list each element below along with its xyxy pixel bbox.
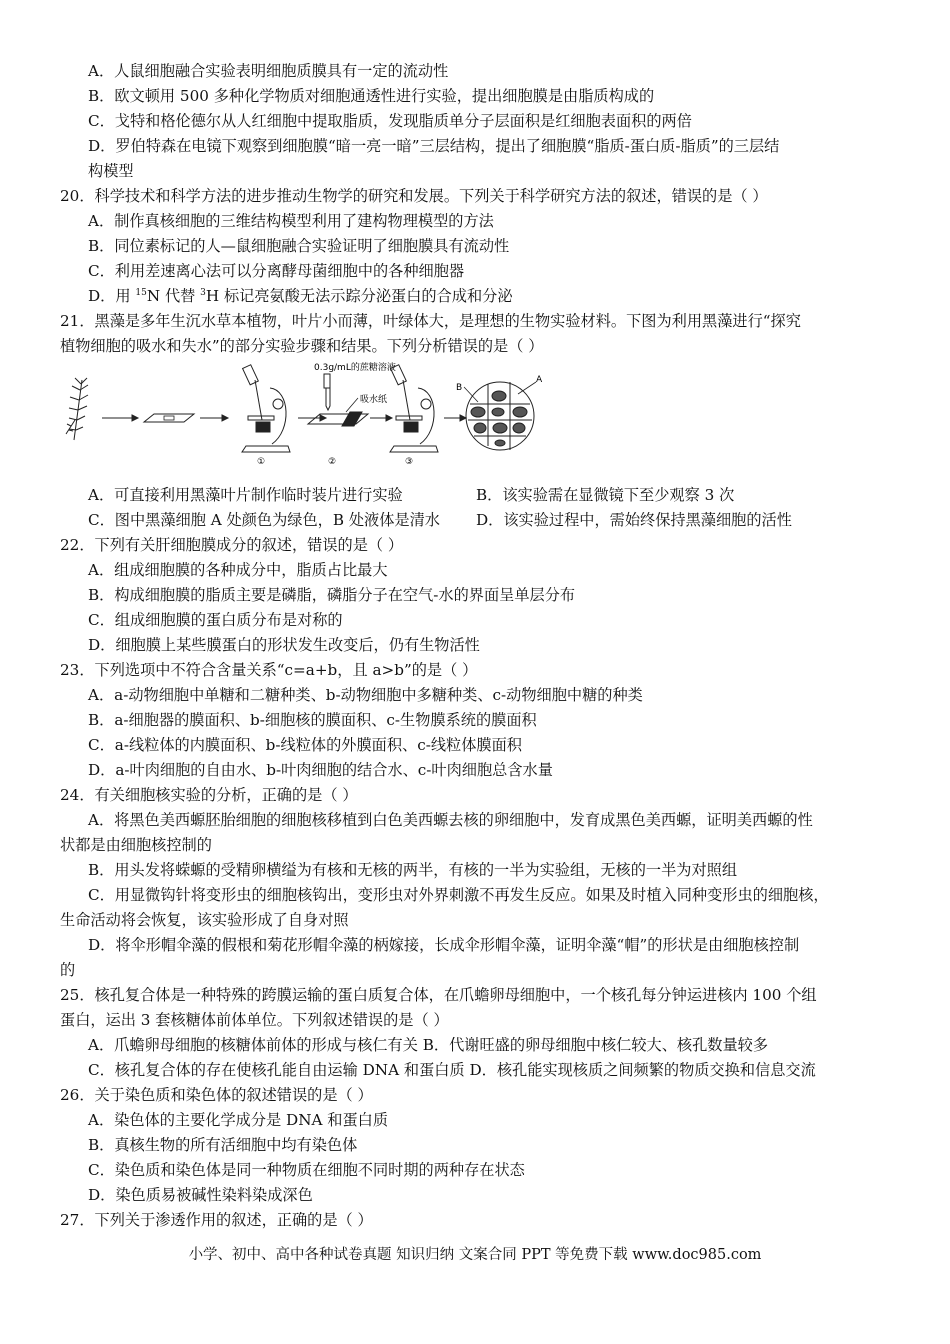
fig-pointer-b: [464, 387, 478, 402]
q22-option-a: A．组成细胞膜的各种成分中，脂质占比最大: [88, 561, 388, 579]
arrow-right-icon: [200, 415, 228, 421]
q26-option-d: D．染色质易被碱性染料染成深色: [88, 1186, 313, 1204]
plasmolyzed-cells-view: [466, 382, 534, 450]
arrow-right-icon: [102, 415, 138, 421]
q24-option-a-cont: 状都是由细胞核控制的: [60, 836, 212, 854]
q21-stem-line1: 21．黑藻是多年生沉水草本植物，叶片小而薄，叶绿体大，是理想的生物实验材料。下图为利用黑藻进行“探究: [60, 312, 801, 330]
q20-option-b: B．同位素标记的人—鼠细胞融合实验证明了细胞膜具有流动性: [88, 237, 510, 255]
page-footer: 小学、初中、高中各种试卷真题 知识归纳 文案合同 PPT 等免费下载 www.doc985.com: [188, 1247, 762, 1263]
q21-option-c: C．图中黑藻细胞 A 处颜色为绿色，B 处液体是清水: [88, 511, 440, 529]
fig-paper-label: 吸水纸: [360, 395, 388, 405]
q24-stem: 24．有关细胞核实验的分析，正确的是（ ）: [60, 786, 358, 804]
fig-label-b: B: [456, 383, 463, 393]
q24-option-a: A．将黑色美西螈胚胎细胞的细胞核移植到白色美西螈去核的卵细胞中，发育成黑色美西螈，证明美西螈的性: [88, 811, 813, 829]
microscope-icon: [242, 365, 290, 452]
q25-stem-line2: 蛋白，运出 3 套核糖体前体单位。下列叙述错误的是（ ）: [60, 1011, 449, 1029]
q21-option-b: B．该实验需在显微镜下至少观察 3 次: [476, 486, 735, 504]
q20-d-mid: N 代替: [146, 287, 201, 305]
q26-option-a: A．染色体的主要化学成分是 DNA 和蛋白质: [88, 1111, 389, 1129]
fig-label-a: A: [536, 375, 543, 385]
fig-step-1-label: ①: [256, 457, 266, 467]
q26-stem: 26．关于染色质和染色体的叙述错误的是（ ）: [60, 1086, 373, 1104]
q19-option-d: D．罗伯特森在电镜下观察到细胞膜“暗一亮一暗”三层结构，提出了细胞膜“脂质-蛋白质-脂质”的三层结: [88, 137, 780, 155]
slide-with-paper-icon: [308, 412, 368, 426]
q24-option-d: D．将伞形帽伞藻的假根和菊花形帽伞藻的柄嫁接，长成伞形帽伞藻，证明伞藻“帽”的形状是由细胞核控制: [88, 936, 800, 954]
q19-option-a: A．人鼠细胞融合实验表明细胞质膜具有一定的流动性: [88, 62, 449, 80]
q22-option-b: B．构成细胞膜的脂质主要是磷脂，磷脂分子在空气-水的界面呈单层分布: [88, 586, 576, 604]
q22-option-d: D．细胞膜上某些膜蛋白的形状发生改变后，仍有生物活性: [88, 636, 480, 654]
q20-d-pre: D．用: [88, 287, 136, 305]
black-algae-plant-icon: [66, 378, 88, 440]
q23-option-b: B．a-细胞器的膜面积、b-细胞核的膜面积、c-生物膜系统的膜面积: [88, 711, 537, 729]
q20-d-post: H 标记亮氨酸无法示踪分泌蛋白的合成和分泌: [205, 287, 513, 305]
q20-option-a: A．制作真核细胞的三维结构模型利用了建构物理模型的方法: [88, 212, 494, 230]
q27-stem: 27．下列关于渗透作用的叙述，正确的是（ ）: [60, 1211, 373, 1229]
q25-options-cd: C．核孔复合体的存在使核孔能自由运输 DNA 和蛋白质 D．核孔能实现核质之间频繁的物质交换和信息交流: [88, 1061, 816, 1079]
q22-option-c: C．组成细胞膜的蛋白质分布是对称的: [88, 611, 343, 629]
q20-stem: 20．科学技术和科学方法的进步推动生物学的研究和发展。下列关于科学研究方法的叙述，错误的是（ ）: [60, 187, 768, 205]
microscope-icon: [390, 365, 438, 452]
q21-stem-line2: 植物细胞的吸水和失水”的部分实验步骤和结果。下列分析错误的是（ ）: [60, 337, 544, 355]
q24-option-c: C．用显微钩针将变形虫的细胞核钩出，变形虫对外界刺激不再发生反应。如果及时植入同种变形虫的细胞核，: [88, 886, 829, 904]
q25-stem-line1: 25．核孔复合体是一种特殊的跨膜运输的蛋白质复合体，在爪蟾卵母细胞中，一个核孔每分钟运进核内 100 个组: [60, 986, 817, 1004]
fig-step-2-label: ②: [327, 457, 337, 467]
fig-sucrose-label: 0.3g/mL的蔗糖溶液: [314, 363, 396, 373]
q26-option-b: B．真核生物的所有活细胞中均有染色体: [88, 1136, 358, 1154]
q24-option-d-cont: 的: [60, 961, 76, 979]
q19-option-b: B．欧文顿用 500 多种化学物质对细胞通透性进行实验，提出细胞膜是由脂质构成的: [88, 87, 655, 105]
q20-option-d: [88, 285, 513, 307]
q25-options-ab: A．爪蟾卵母细胞的核糖体前体的形成与核仁有关 B．代谢旺盛的卵母细胞中核仁较大、核孔数量较多: [88, 1036, 769, 1054]
q23-option-a: A．a-动物细胞中单糖和二糖种类、b-动物细胞中多糖种类、c-动物细胞中糖的种类: [88, 686, 643, 704]
q22-stem: 22．下列有关肝细胞膜成分的叙述，错误的是（ ）: [60, 536, 404, 554]
q21-option-a: A．可直接利用黑藻叶片制作临时装片进行实验: [88, 486, 403, 504]
q19-option-d-cont: 构模型: [88, 162, 134, 180]
arrow-right-icon: [370, 415, 392, 421]
q21-experiment-figure: [60, 360, 890, 470]
q20-option-c: C．利用差速离心法可以分离酵母菌细胞中的各种细胞器: [88, 262, 465, 280]
glass-slide-icon: [144, 414, 194, 422]
dropper-icon: [324, 374, 330, 410]
fig-step-3-label: ③: [404, 457, 414, 467]
fig-paper-pointer: [346, 398, 358, 412]
arrow-right-icon: [444, 415, 466, 421]
q20-d-sup1: 15: [135, 288, 147, 298]
q24-option-b: B．用头发将蝾螈的受精卵横缢为有核和无核的两半，有核的一半为实验组，无核的一半为对照组: [88, 861, 738, 879]
q24-option-c-cont: 生命活动将会恢复，该实验形成了自身对照: [60, 911, 349, 929]
q23-option-d: D．a-叶肉细胞的自由水、b-叶肉细胞的结合水、c-叶肉细胞总含水量: [88, 761, 553, 779]
q23-option-c: C．a-线粒体的内膜面积、b-线粒体的外膜面积、c-线粒体膜面积: [88, 736, 522, 754]
q21-option-d: D．该实验过程中，需始终保持黑藻细胞的活性: [476, 511, 792, 529]
q19-option-c: C．戈特和格伦德尔从人红细胞中提取脂质，发现脂质单分子层面积是红细胞表面积的两倍: [88, 112, 692, 130]
fig-pointer-a: [518, 382, 536, 394]
q20-d-sup2: 3: [200, 288, 206, 298]
q23-stem: 23．下列选项中不符合含量关系“c=a+b，且 a>b”的是（ ）: [60, 661, 478, 679]
q26-option-c: C．染色质和染色体是同一种物质在细胞不同时期的两种存在状态: [88, 1161, 525, 1179]
